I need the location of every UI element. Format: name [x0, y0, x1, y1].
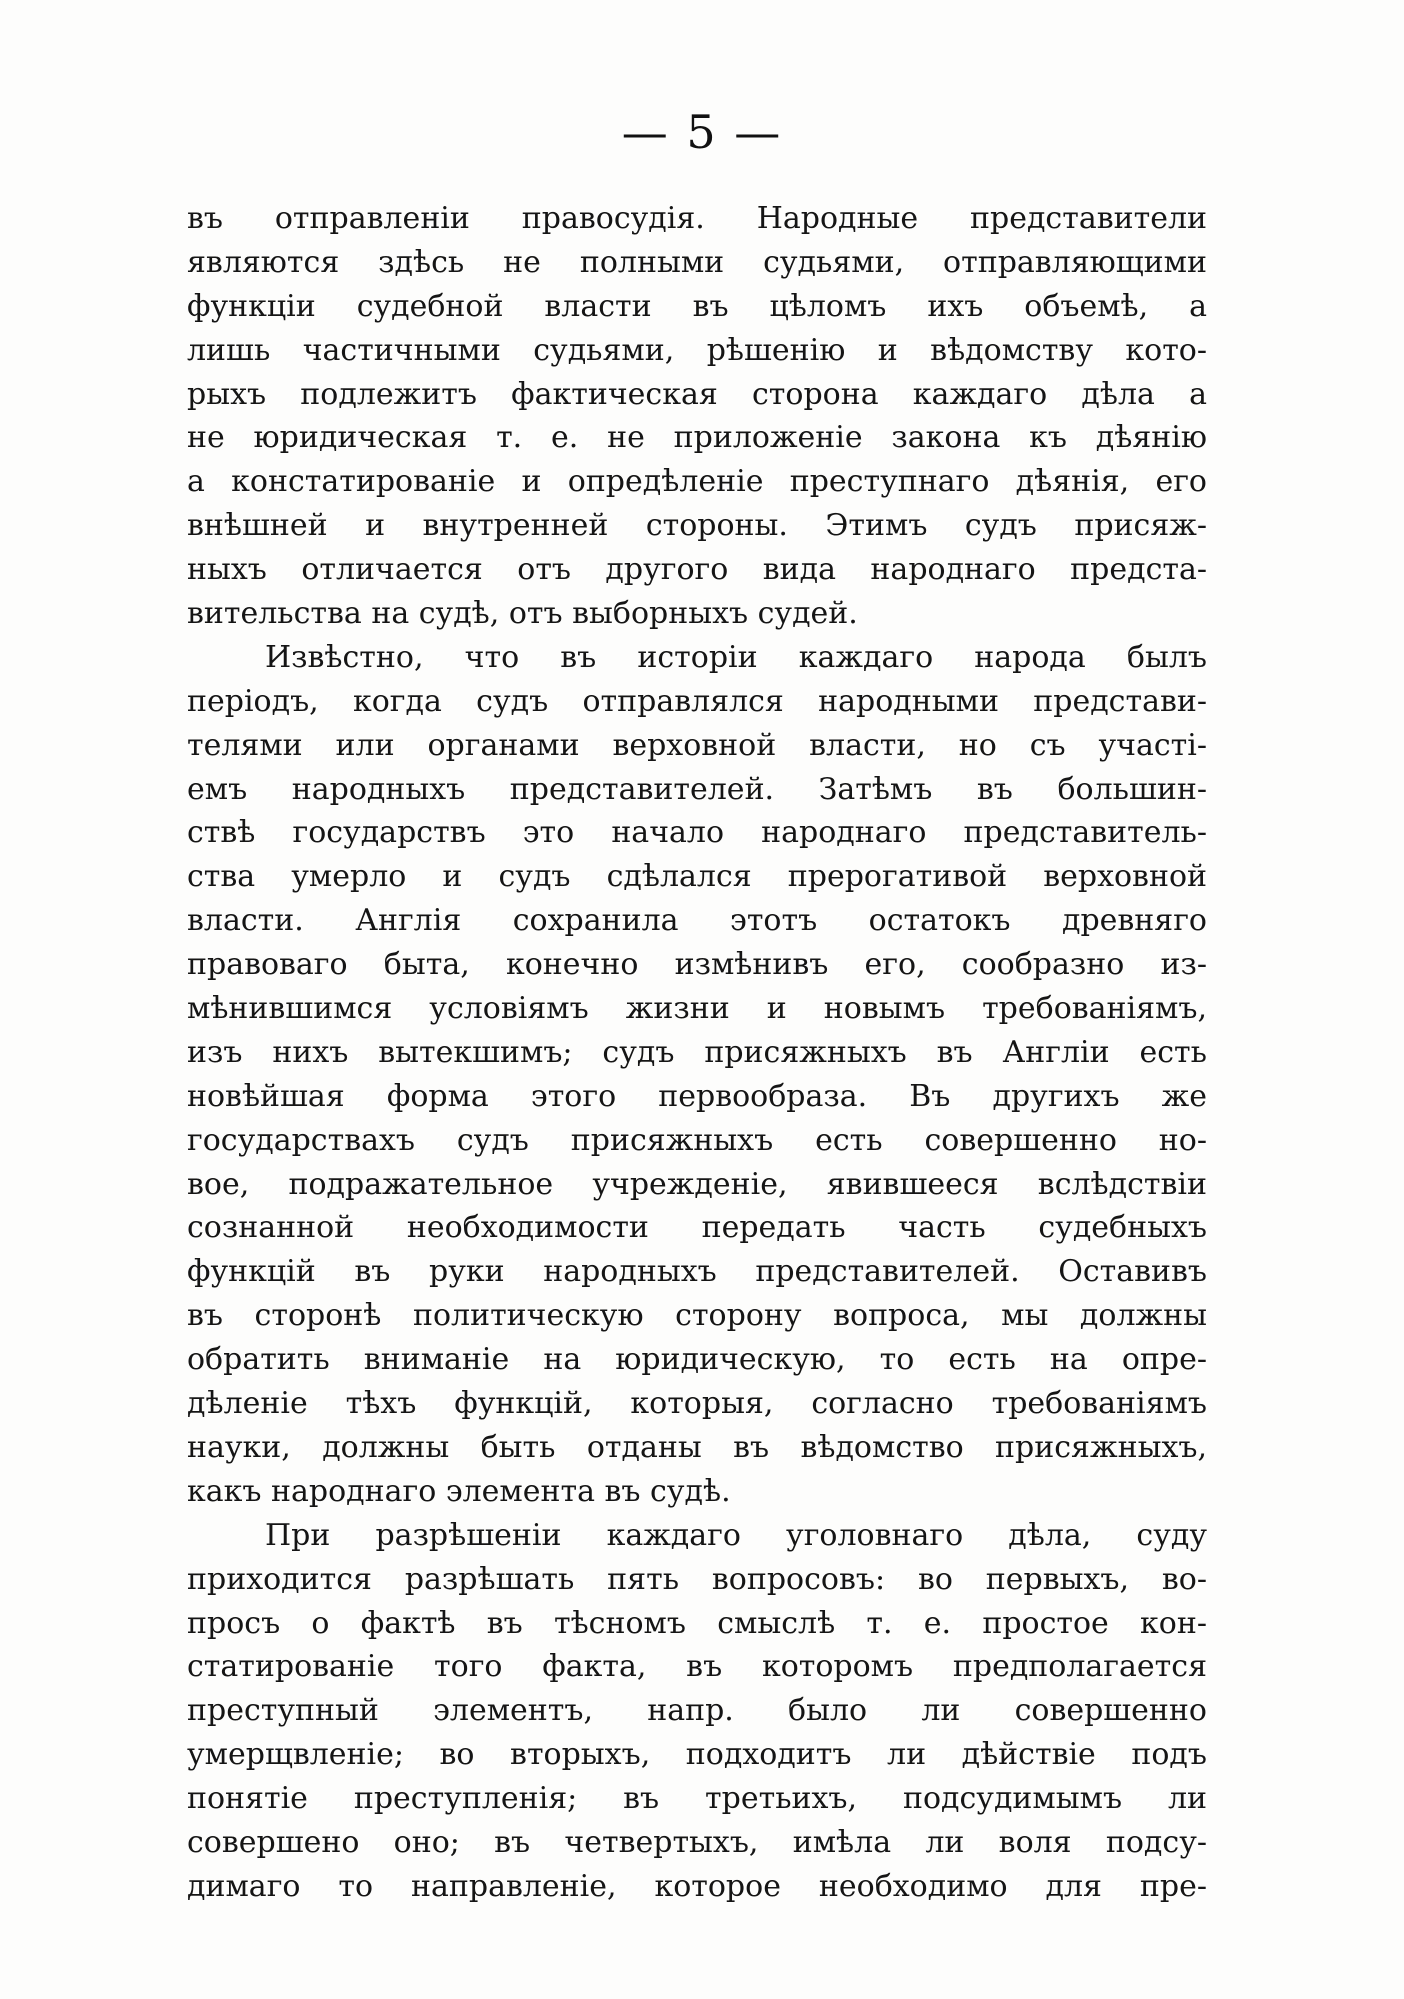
text-line: совершено оно; въ четвертыхъ, имѣла ли воля подсу-	[187, 1824, 1207, 1860]
text-line: какъ народнаго элемента въ судѣ.	[187, 1473, 731, 1509]
text-line: ствѣ государствъ это начало народнаго представитель-	[187, 815, 1207, 851]
page-number: — 5 —	[621, 105, 783, 159]
text-line: изъ нихъ вытекшимъ; судъ присяжныхъ въ Англіи есть	[187, 1034, 1207, 1070]
text-line: просъ о фактѣ въ тѣсномъ смыслѣ т. е. простое кон-	[187, 1605, 1207, 1641]
text-line: являются здѣсь не полными судьями, отправляющими	[187, 244, 1207, 280]
text-line: въ сторонѣ политическую сторону вопроса, мы должны	[187, 1298, 1207, 1334]
text-line: емъ народныхъ представителей. Затѣмъ въ большин-	[187, 771, 1207, 807]
text-line: мѣнившимся условіямъ жизни и новымъ требованіямъ,	[187, 991, 1207, 1027]
text-line: правоваго быта, конечно измѣнивъ его, сообразно из-	[187, 947, 1207, 983]
text-line: статированіе того факта, въ которомъ предполагается	[187, 1649, 1207, 1685]
text-line: приходится разрѣшать пять вопросовъ: во первыхъ, во-	[187, 1561, 1207, 1597]
text-line: науки, должны быть отданы въ вѣдомство присяжныхъ,	[187, 1429, 1207, 1465]
text-line: періодъ, когда судъ отправлялся народными представи-	[187, 683, 1207, 719]
text-line: димаго то направленіе, которое необходимо для пре-	[187, 1868, 1207, 1904]
text-line: власти. Англія сохранила этотъ остатокъ древняго	[187, 903, 1207, 939]
text-line: вительства на судѣ, отъ выборныхъ судей.	[187, 596, 858, 632]
text-line: дѣленіе тѣхъ функцій, которыя, согласно требованіямъ	[187, 1386, 1207, 1422]
text-line: При разрѣшеніи каждаго уголовнаго дѣла, суду	[265, 1517, 1207, 1553]
text-line: не юридическая т. е. не приложеніе закона къ дѣянію	[187, 420, 1207, 456]
text-line: телями или органами верховной власти, но съ участі-	[187, 727, 1207, 763]
text-line: рыхъ подлежитъ фактическая сторона каждаго дѣла а	[187, 376, 1207, 412]
text-line: понятіе преступленія; въ третьихъ, подсудимымъ ли	[187, 1781, 1207, 1817]
text-line: лишь частичными судьями, рѣшенію и вѣдомству кото-	[187, 332, 1207, 368]
body-text	[187, 197, 1207, 1909]
text-line: сознанной необходимости передать часть судебныхъ	[187, 1210, 1207, 1246]
text-line: а констатированіе и опредѣленіе преступнаго дѣянія, его	[187, 464, 1207, 500]
text-line: государствахъ судъ присяжныхъ есть совершенно но-	[187, 1122, 1207, 1158]
text-line: вое, подражательное учрежденіе, явившееся вслѣдствіи	[187, 1166, 1207, 1202]
text-line: Извѣстно, что въ исторіи каждаго народа былъ	[265, 639, 1207, 675]
text-line: обратить вниманіе на юридическую, то есть на опре-	[187, 1342, 1207, 1378]
text-line: функціи судебной власти въ цѣломъ ихъ объемѣ, а	[187, 288, 1207, 324]
text-line: функцій въ руки народныхъ представителей. Оставивъ	[187, 1254, 1207, 1290]
text-line: ства умерло и судъ сдѣлался прерогативой верховной	[187, 859, 1207, 895]
text-line: новѣйшая форма этого первообраза. Въ другихъ же	[187, 1078, 1207, 1114]
text-line: умерщвленіе; во вторыхъ, подходитъ ли дѣйствіе подъ	[187, 1737, 1207, 1773]
text-line: въ отправленіи правосудія. Народные представители	[187, 201, 1207, 236]
text-line: преступный элементъ, напр. было ли совершенно	[187, 1693, 1207, 1729]
text-line: внѣшней и внутренней стороны. Этимъ судъ присяж-	[187, 508, 1207, 544]
text-line: ныхъ отличается отъ другого вида народнаго предста-	[187, 552, 1207, 588]
